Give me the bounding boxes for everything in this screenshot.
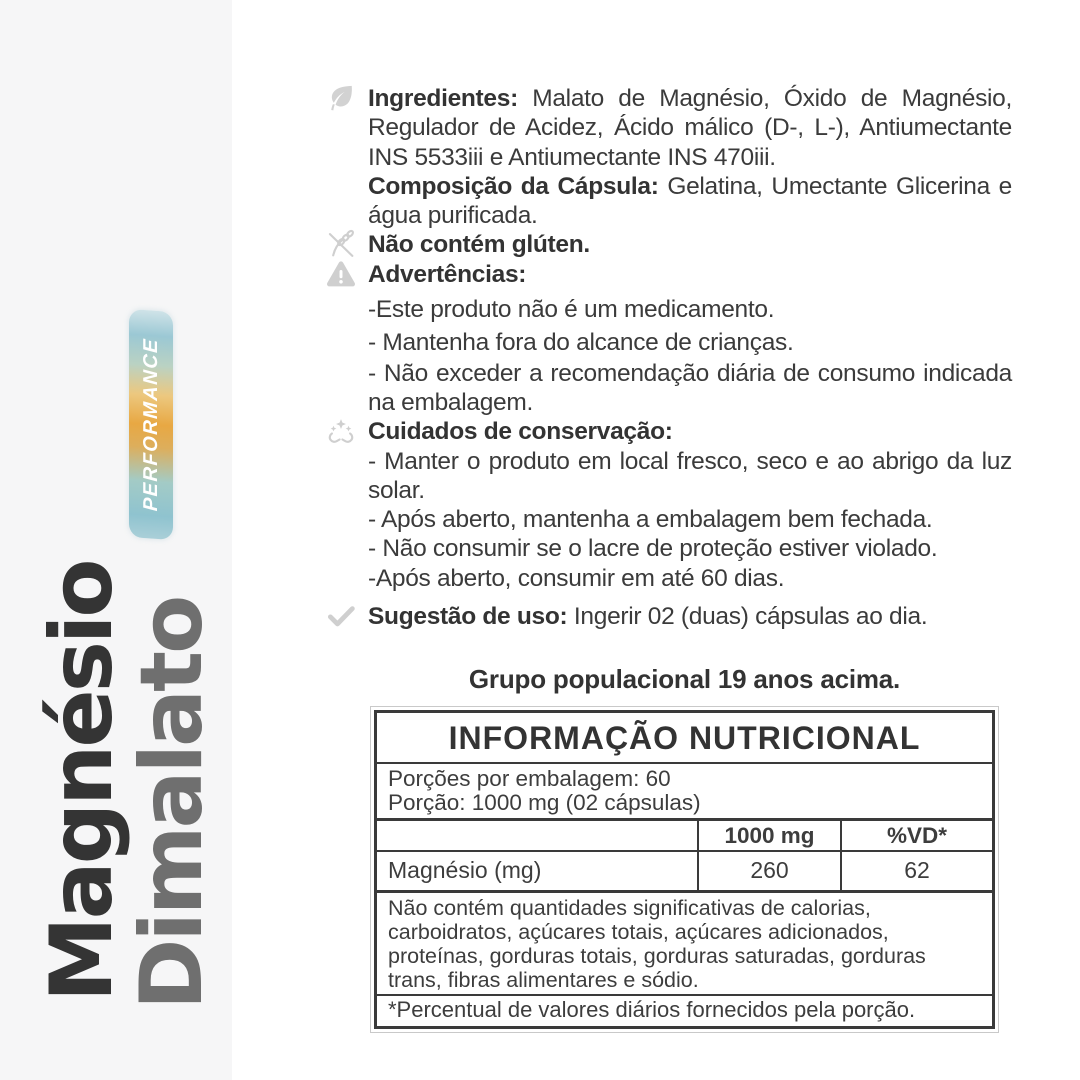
dv-col-header: %VD* bbox=[840, 821, 992, 850]
no-significant-line: proteínas, gorduras totais, gorduras saturadas, gorduras bbox=[388, 944, 926, 968]
info-line bbox=[324, 230, 1012, 259]
icon-slot-empty bbox=[324, 113, 368, 142]
table-body bbox=[377, 852, 992, 893]
info-line-text: Ingredientes: Malato de Magnésio, Óxido de Magnésio, bbox=[368, 85, 1012, 112]
no-significant-line: Não contém quantidades significativas de calorias, bbox=[388, 896, 871, 920]
info-line-text: Advertências: bbox=[368, 260, 527, 288]
table-header-row bbox=[377, 821, 992, 852]
gluten-free-icon bbox=[324, 230, 368, 259]
check-icon bbox=[324, 602, 368, 631]
icon-slot-empty bbox=[324, 359, 368, 388]
nutrient-col-header bbox=[377, 821, 697, 850]
no-significant-line: carboidratos, açúcares totais, açúcares adicionados, bbox=[388, 920, 889, 944]
icon-slot-empty bbox=[324, 201, 368, 230]
info-line bbox=[324, 388, 1012, 417]
care-hands-icon bbox=[324, 417, 368, 446]
info-line bbox=[324, 295, 1012, 324]
info-line bbox=[324, 84, 1012, 113]
info-line-text: Não contém glúten. bbox=[368, 231, 590, 259]
info-line bbox=[324, 505, 1012, 534]
population-group-note: Grupo populacional 19 anos acima. bbox=[468, 664, 901, 694]
amount-col-header: 1000 mg bbox=[697, 821, 840, 850]
info-line-text: -Este produto não é um medicamento. bbox=[368, 296, 775, 324]
performance-badge bbox=[129, 309, 173, 540]
info-line-text: - Após aberto, mantenha a embalagem bem fechada. bbox=[368, 506, 933, 534]
no-significant-amounts-note bbox=[377, 893, 992, 996]
info-line bbox=[324, 143, 1012, 172]
nutrient-dv: 62 bbox=[840, 852, 992, 890]
info-line-text: - Mantenha fora do alcance de crianças. bbox=[368, 329, 794, 357]
icon-slot-empty bbox=[324, 564, 368, 593]
nutrition-table-title: INFORMAÇÃO NUTRICIONAL bbox=[377, 713, 992, 764]
servings-per-package: Porções por embalagem: 60 bbox=[388, 766, 671, 791]
info-line-text: Cuidados de conservação: bbox=[368, 418, 673, 446]
info-line bbox=[324, 172, 1012, 201]
info-text-block bbox=[324, 84, 1012, 631]
performance-badge-label: PERFORMANCE bbox=[139, 337, 162, 512]
info-line-text: solar. bbox=[368, 476, 425, 504]
info-line bbox=[324, 328, 1012, 357]
info-line-text: Regulador de Acidez, Ácido málico (D-, L-), Antiumectante bbox=[368, 114, 1012, 142]
info-line-text: - Manter o produto em local fresco, seco e ao abrigo da luz bbox=[368, 447, 1012, 475]
icon-slot-empty bbox=[324, 143, 368, 172]
info-line bbox=[324, 359, 1012, 388]
info-line bbox=[324, 201, 1012, 230]
nutrient-amount: 260 bbox=[697, 852, 840, 890]
daily-value-footnote: *Percentual de valores diários fornecidos pela porção. bbox=[388, 997, 916, 1022]
table-row bbox=[377, 852, 992, 893]
icon-slot-empty bbox=[324, 505, 368, 534]
info-line bbox=[324, 534, 1012, 563]
icon-slot-empty bbox=[324, 328, 368, 357]
info-line bbox=[324, 417, 1012, 446]
info-line bbox=[324, 260, 1012, 289]
serving-size: Porção: 1000 mg (02 cápsulas) bbox=[388, 789, 701, 815]
info-line bbox=[324, 447, 1012, 476]
info-line bbox=[324, 564, 1012, 593]
product-name-dimalato: Dimalato bbox=[122, 597, 222, 1010]
warning-icon bbox=[324, 260, 368, 289]
icon-slot-empty bbox=[324, 172, 368, 201]
info-line bbox=[324, 113, 1012, 142]
icon-slot-empty bbox=[324, 534, 368, 563]
nutrition-facts-table bbox=[374, 710, 995, 1029]
icon-slot-empty bbox=[324, 476, 368, 505]
no-significant-line: trans, fibras alimentares e sódio. bbox=[388, 968, 699, 992]
info-line-text: - Não consumir se o lacre de proteção estiver violado. bbox=[368, 535, 938, 563]
info-line-text: Composição da Cápsula: Gelatina, Umectante Glicerina e bbox=[368, 172, 1012, 200]
info-line-text: - Não exceder a recomendação diária de consumo indicada bbox=[368, 359, 1012, 387]
product-name-magnesio: Magnésio bbox=[32, 561, 132, 1002]
leaf-icon bbox=[324, 84, 368, 113]
nutrient-name: Magnésio (mg) bbox=[388, 857, 542, 883]
serving-info bbox=[377, 764, 992, 821]
info-line bbox=[324, 476, 1012, 505]
info-line-text: na embalagem. bbox=[368, 388, 533, 416]
info-line bbox=[324, 602, 1012, 631]
info-line-text: -Após aberto, consumir em até 60 dias. bbox=[368, 564, 785, 592]
info-line-text: INS 5533iii e Antiumectante INS 470iii. bbox=[368, 143, 776, 171]
icon-slot-empty bbox=[324, 388, 368, 417]
icon-slot-empty bbox=[324, 447, 368, 476]
icon-slot-empty bbox=[324, 295, 368, 324]
info-line-text: água purificada. bbox=[368, 202, 538, 230]
info-line-text: Sugestão de uso: Ingerir 02 (duas) cápsulas ao dia. bbox=[368, 603, 928, 631]
